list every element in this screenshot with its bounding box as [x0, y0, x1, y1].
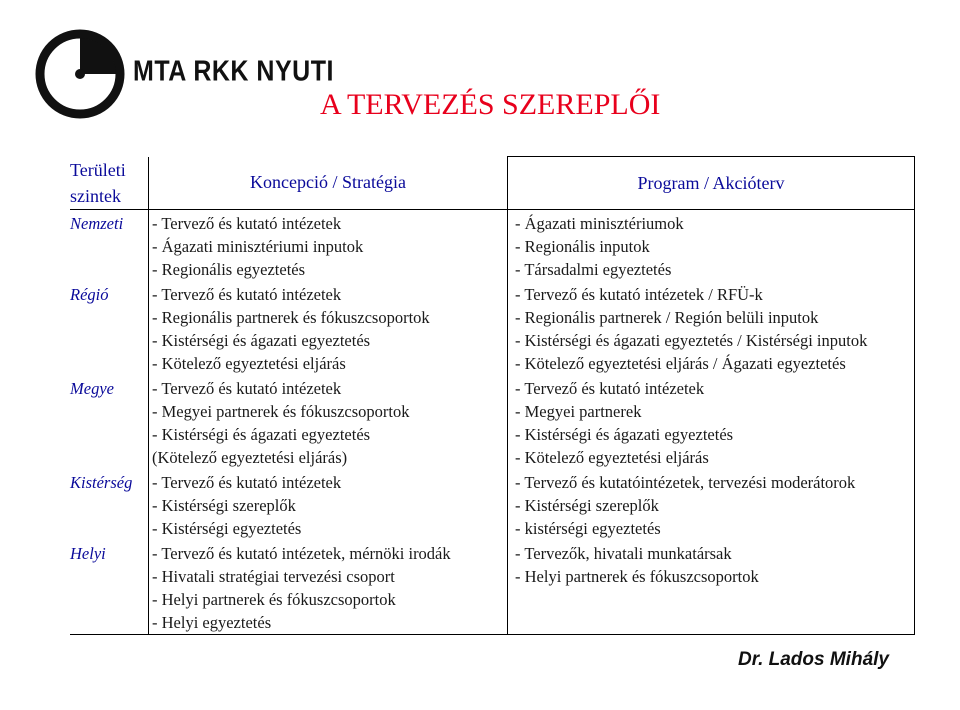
program-item: - Tervezők, hivatali munkatársak — [515, 544, 732, 563]
program-item: - Tervező és kutató intézetek — [515, 379, 705, 398]
level-name: Megye — [70, 379, 114, 398]
concept-item: - Tervező és kutató intézetek — [152, 285, 342, 304]
concept-item: - Kistérségi szereplők — [152, 496, 296, 515]
program-item: - Regionális inputok — [515, 237, 650, 256]
table-row-regio — [70, 281, 915, 375]
program-item: - Tervező és kutatóintézetek, tervezési moderátorok — [515, 473, 856, 492]
concept-item: - Kistérségi egyeztetés — [152, 519, 302, 538]
concept-item: - Kistérségi és ágazati egyeztetés — [152, 425, 371, 444]
program-item: - Társadalmi egyeztetés — [515, 260, 672, 279]
program-item: - Regionális partnerek / Región belüli inputok — [515, 308, 819, 327]
column-header-program: Program / Akcióterv — [508, 157, 915, 210]
program-item: - Kötelező egyeztetési eljárás — [515, 448, 709, 467]
program-item: - Ágazati minisztériumok — [515, 214, 684, 233]
concept-item: (Kötelező egyeztetési eljárás) — [152, 448, 348, 467]
org-name: MTA RKK NYUTI — [133, 55, 334, 88]
program-item: - Megyei partnerek — [515, 402, 642, 421]
concept-item: - Regionális partnerek és fókuszcsoportok — [152, 308, 430, 327]
table-row-nemzeti — [70, 210, 915, 282]
program-item: - Kötelező egyeztetési eljárás / Ágazati egyeztetés — [515, 354, 846, 373]
concept-item: - Ágazati minisztériumi inputok — [152, 237, 364, 256]
author-signature: Dr. Lados Mihály — [738, 649, 889, 670]
concept-item: - Tervező és kutató intézetek — [152, 214, 342, 233]
concept-item: - Helyi egyeztetés — [152, 613, 272, 632]
concept-item: - Helyi partnerek és fókuszcsoportok — [152, 590, 396, 609]
program-item: - Kistérségi és ágazati egyeztetés — [515, 425, 734, 444]
table-row-kisterseg — [70, 469, 915, 540]
table-header-row — [70, 157, 915, 210]
program-item: - kistérségi egyeztetés — [515, 519, 661, 538]
column-header-level: Területi szintek — [70, 157, 149, 210]
concept-item: - Kötelező egyeztetési eljárás — [152, 354, 346, 373]
concept-item: - Tervező és kutató intézetek — [152, 473, 342, 492]
program-item: - Kistérségi szereplők — [515, 496, 659, 515]
level-name: Régió — [70, 285, 109, 304]
concept-item: - Hivatali stratégiai tervezési csoport — [152, 567, 395, 586]
level-name: Nemzeti — [70, 214, 124, 233]
actors-table — [70, 156, 915, 635]
concept-item: - Regionális egyeztetés — [152, 260, 306, 279]
program-item: - Tervező és kutató intézetek / RFÜ-k — [515, 285, 763, 304]
concept-item: - Kistérségi és ágazati egyeztetés — [152, 331, 371, 350]
column-header-concept: Koncepció / Stratégia — [149, 157, 508, 210]
level-name: Kistérség — [70, 473, 133, 492]
concept-item: - Tervező és kutató intézetek, mérnöki irodák — [152, 544, 451, 563]
program-item: - Kistérségi és ágazati egyeztetés / Kistérségi inputok — [515, 331, 868, 350]
table-row-helyi — [70, 540, 915, 635]
level-name: Helyi — [70, 544, 106, 563]
concept-item: - Megyei partnerek és fókuszcsoportok — [152, 402, 410, 421]
page-title: A TERVEZÉS SZEREPLŐI — [320, 88, 661, 121]
program-item: - Helyi partnerek és fókuszcsoportok — [515, 567, 759, 586]
concept-item: - Tervező és kutató intézetek — [152, 379, 342, 398]
table-row-megye — [70, 375, 915, 469]
mta-rkk-logo-icon — [34, 28, 126, 120]
